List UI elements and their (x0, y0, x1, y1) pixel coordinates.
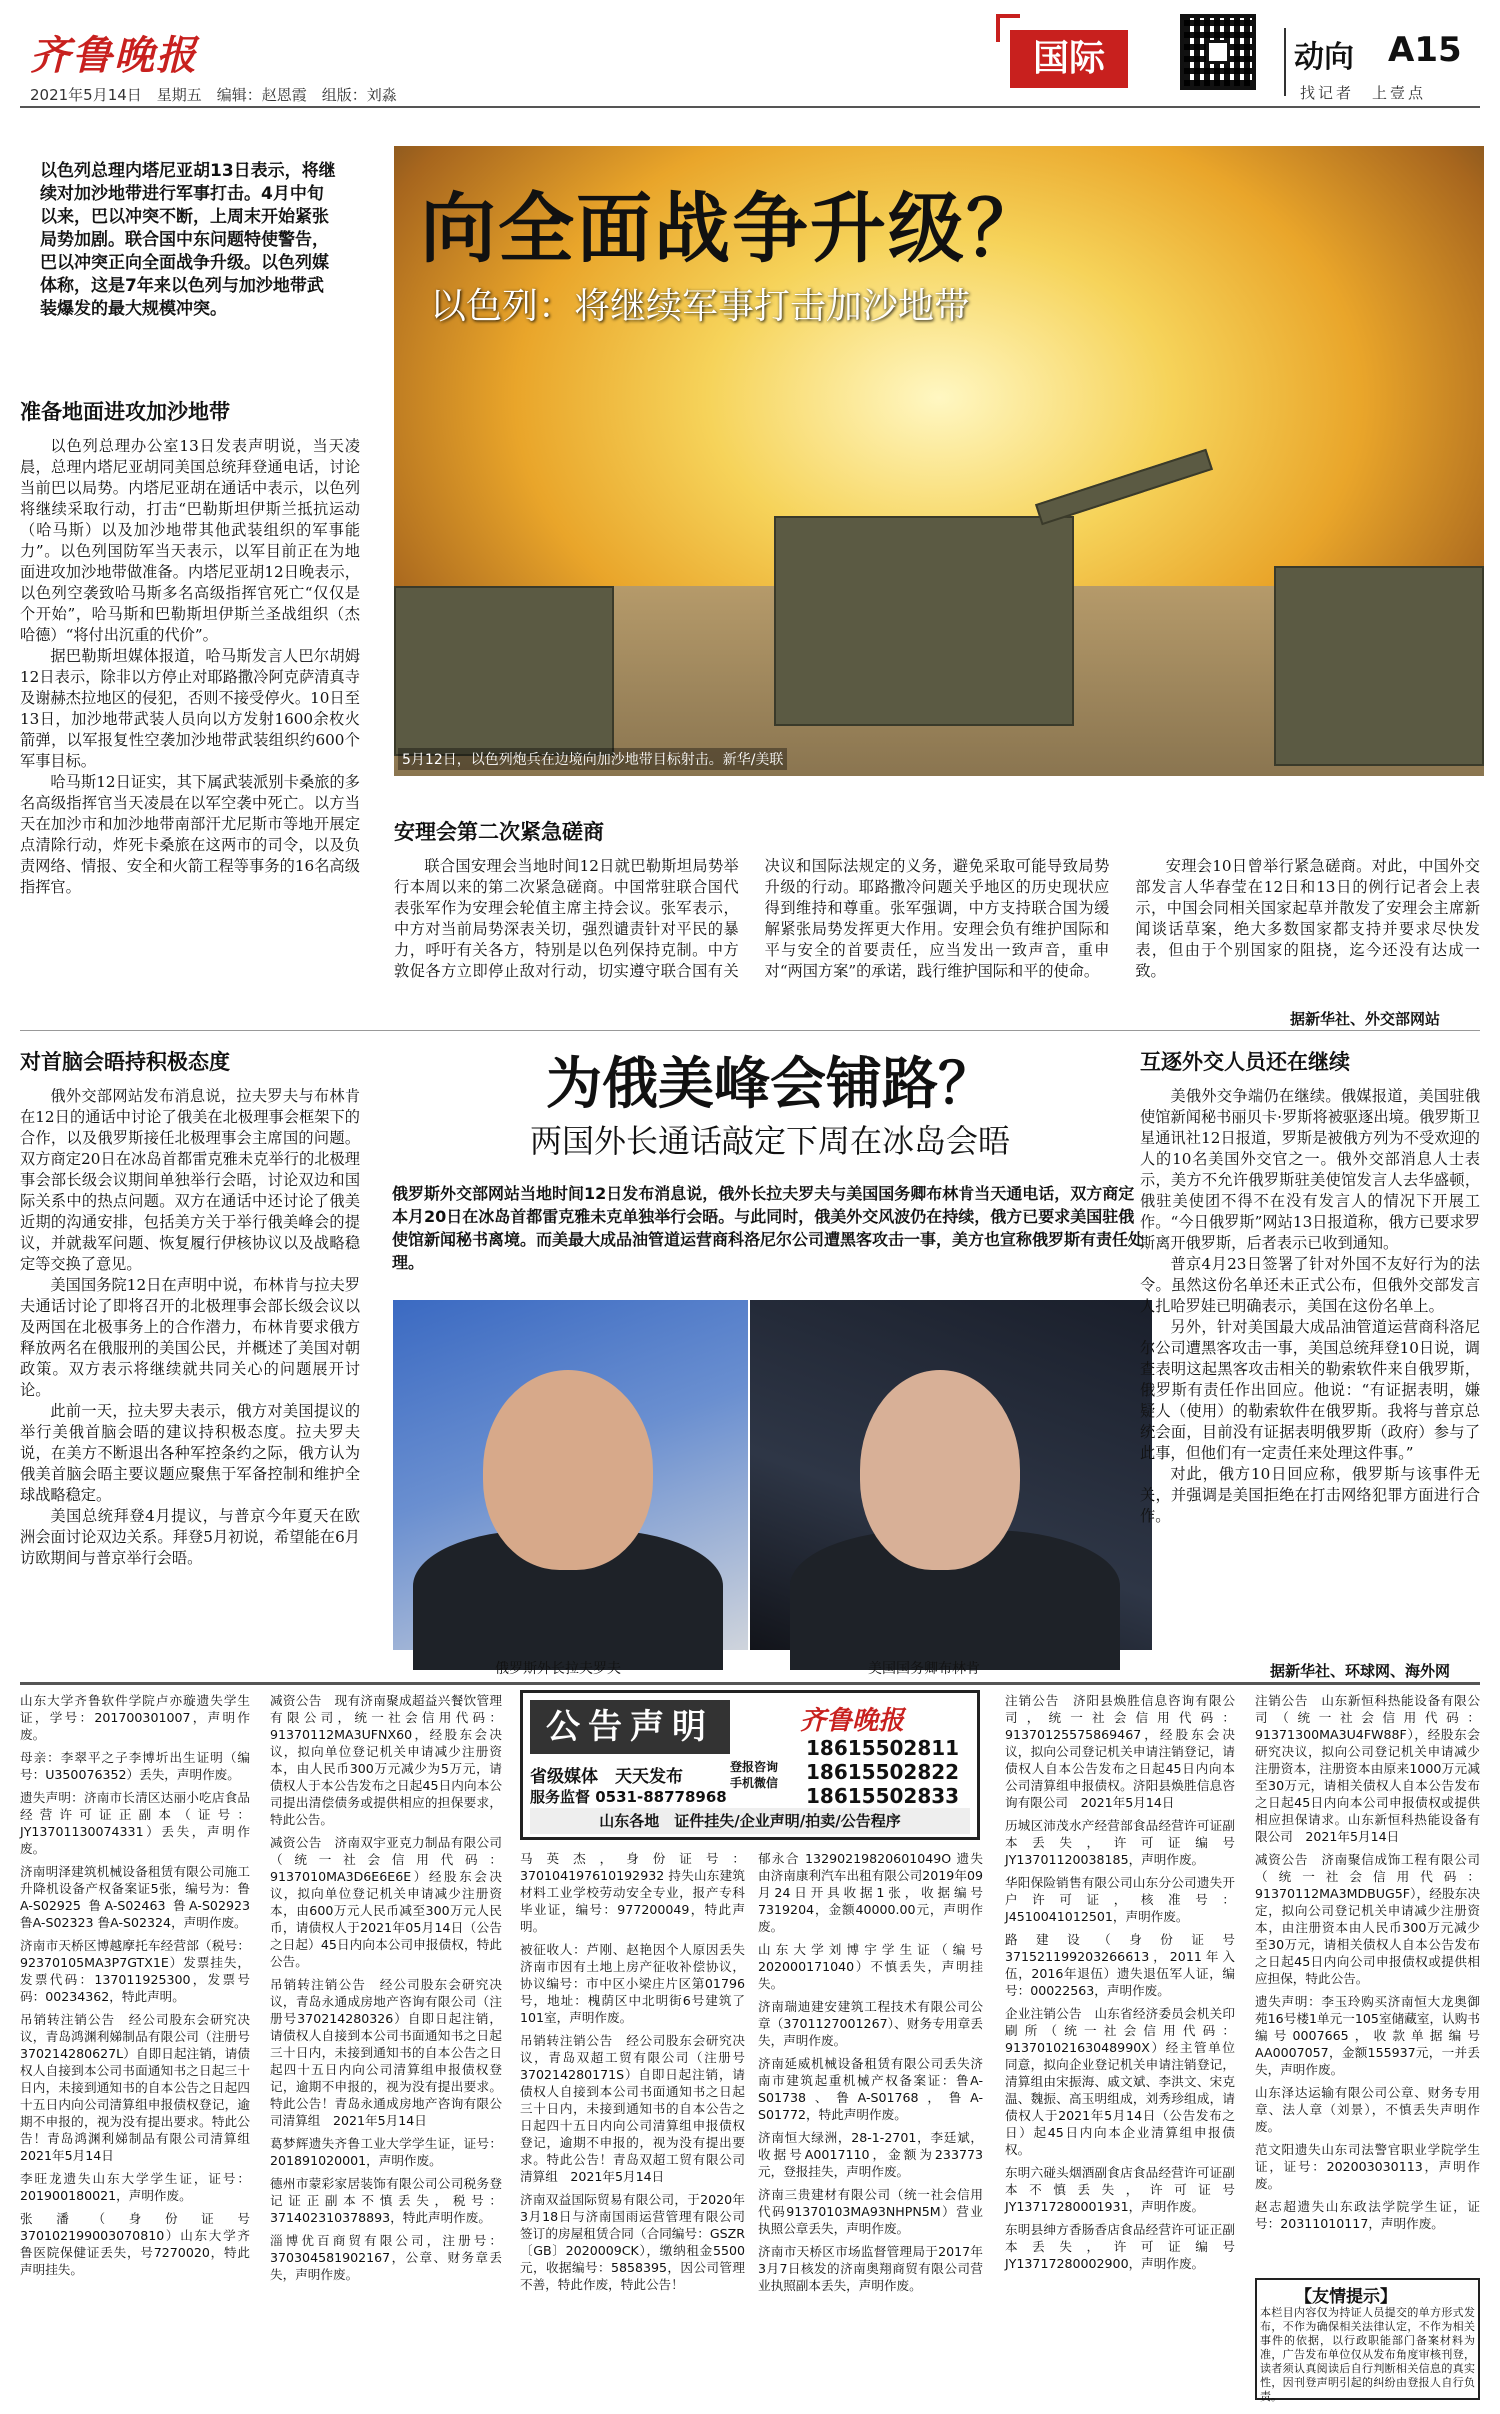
page-editor: 找记者 上壹点 (1300, 84, 1427, 102)
lavrov-photo (393, 1300, 748, 1650)
ads-column-1 (20, 1692, 263, 2402)
ad-item: 山东大学刘博宇学生证（编号202000171040）不慎丢失，声明挂失。 (758, 1942, 983, 1991)
photo-artillery-right (1274, 566, 1484, 766)
story1-paragraph-4: 联合国安理会当地时间12日就巴勒斯坦局势举行本周以来的第二次紧急磋商。中国常驻联合国代表张军作为安理会轮值主席主持会议。张军表示，中方对当前局势深表关切，强烈谴责针对平民的暴力，呼吁有关各方，特别是以色列保持克制。中方敦促各方立即停止敌对行动，切实遵守联合国有关决议和国际法规定的义务，避免采取可能导致局势升级的行动。耶路撒冷问题关乎地区的历史现状应得到维持和尊重。张军强调，中方支持联合国为缓解紧张局势发挥更大作用。安理会负有维护国际和平与安全的首要责任，应当发出一致声音，重申对“两国方案”的承诺，践行维护国际和平的使命。 (394, 857, 1110, 980)
ad-item: 山东泽达运输有限公司公章、财务专用章、法人章（刘景），不慎丢失声明作废。 (1255, 2085, 1480, 2134)
page-section: 动向 (1294, 40, 1354, 75)
story1-photo-caption: 5月12日，以色列炮兵在边境向加沙地带目标射击。新华/美联 (398, 748, 787, 770)
story1-subhead-1: 准备地面进攻加沙地带 (20, 400, 230, 424)
story2-credit: 据新华社、环球网、海外网 (1270, 1662, 1451, 1680)
ad-item: 济南三贵建材有限公司（统一社会信用代码91370103MA93NHPN5M）营业执照公章丢失，声明作废。 (758, 2187, 983, 2236)
story2-column-right (1140, 1086, 1480, 1527)
story2-deck: 两国外长通话敲定下周在冰岛会晤 (529, 1122, 1010, 1160)
story1-paragraph-2: 据巴勒斯坦媒体报道，哈马斯发言人巴尔胡姆12日表示，除非以方停止对耶路撒冷阿克萨清真寺及谢赫杰拉地区的侵犯，否则不接受停火。10日至13日，加沙地带武装人员向以方发射1600余枚火箭弹，以军报复性空袭加沙地带武装组织约600个军事目标。 (20, 647, 360, 770)
story1-paragraph-3: 哈马斯12日证实，其下属武装派别卡桑旅的多名高级指挥官当天凌晨在以军空袭中死亡。以方当天在加沙市和加沙地带南部汗尤尼斯市等地开展定点清除行动，炸死卡桑旅在这两市的司令，以及负责网络、情报、安全和火箭工程等事务的16名高级指挥官。 (20, 773, 360, 896)
ad-item: 赵志超遗失山东政法学院学生证，证号：20311010117，声明作废。 (1255, 2199, 1480, 2231)
story1-paragraph-5: 安理会10日曾举行紧急磋商。对此，中国外交部发言人华春莹在12日和13日的例行记者会上表示，中国会同相关国家起草并散发了安理会主席新闻谈话草案，绝大多数国家都支持并要求尽快发表，但由于个别国家的阻挠，迄今还没有达成一致。 (1135, 857, 1480, 980)
lavrov-caption: 俄罗斯外长拉夫罗夫 (495, 1661, 621, 1677)
announcement-logo: 齐鲁晚报 (800, 1706, 905, 1736)
photo-artillery-left (394, 586, 614, 756)
ad-item: 淄博优百商贸有限公司，注册号：370304581902167，公章、财务章丢失，声明作废。 (270, 2233, 502, 2282)
ad-item: 东明县绅方香肠香店食品经营许可证正副本丢失，许可证编号JY13717280002900，声明作废。 (1005, 2222, 1235, 2271)
ad-item: 吊销转注销公告 经公司股东会研究决议，青岛鸿渊利娣制品有限公司（注册号370214280627L）自即日起注销，请债权人自接到本公司书面通知书之日起三十日内，未接到通知书的自本公告之日起四十五日内向公司清算组申报债权登记，逾期不申报的，视为没有提出要求。特此公告！青岛鸿渊利娣制品有限公司清算组 2021年5月14日 (20, 2012, 263, 2163)
announcement-phone-1: 18615502811 (806, 1736, 960, 1760)
story2-subhead-2: 互逐外交人员还在继续 (1140, 1050, 1350, 1074)
ad-item: 济南市天桥区市场监督管理局于2017年3月7日核发的济南奥翔商贸有限公司营业执照副本丢失，声明作废。 (758, 2244, 983, 2293)
announcement-phone-2: 18615502822 (806, 1760, 960, 1784)
blinken-caption: 美国国务卿布林肯 (868, 1661, 980, 1677)
photo-artillery-center (774, 516, 1074, 726)
story2-paragraph-5: 美俄外交争端仍在继续。俄媒报道，美国驻俄使馆新闻秘书丽贝卡·罗斯将被驱逐出境。俄罗斯卫星通讯社12日报道，罗斯是被俄方列为不受欢迎的人的10名美国外交官之一。俄外交部消息人士表示，美方不允许俄罗斯驻美使馆发言人去华盛顿，俄驻美使团不得不在没有发言人的情况下开展工作。“今日俄罗斯”网站13日报道称，俄方已要求罗斯离开俄罗斯，后者表示已收到通知。 (1140, 1087, 1480, 1252)
story1-paragraph-1: 以色列总理办公室13日发表声明说，当天凌晨，总理内塔尼亚胡同美国总统拜登通电话，讨论当前巴以局势。内塔尼亚胡在通话中表示，以色列将继续采取行动，打击“巴勒斯坦伊斯兰抵抗运动（哈马斯）以及加沙地带其他武装组织的军事能力”。以色列国防军当天表示，以军目前正在为地面进攻加沙地带做准备。内塔尼亚胡12日晚表示，以色列空袭致哈马斯多名高级指挥官死亡“仅仅是个开始”，哈马斯和巴勒斯坦伊斯兰圣战组织（杰哈德）“将付出沉重的代价”。 (20, 437, 360, 644)
story2-column-left (20, 1086, 360, 1569)
ad-item: 华阳保险销售有限公司山东分公司遗失开户许可证，核准号：J4510041012501，声明作废。 (1005, 1875, 1235, 1924)
story2-paragraph-6: 普京4月23日签署了针对外国不友好行为的法令。虽然这份名单还未正式公布，但俄外交部发言人扎哈罗娃已明确表示，美国在这份名单上。 (1140, 1255, 1480, 1315)
ad-item: 郁永合 13290219820601049O 遗失由济南康利汽车出租有限公司2019年09月24日开具收据1张，收据编号7319204，金额40000.00元，声明作废。 (758, 1851, 983, 1934)
ad-item: 减资公告 济南双宇亚克力制品有限公司（统一社会信用代码：9137010MA3D6E6E6E）经股东会决议，拟向单位登记机关申请减少注册资本，由600万元人民币减至300万元人民币，请债权人于2021年05月14日（公告之日起）45日内向本公司申报债权，特此公告。 (270, 1835, 502, 1969)
story2-paragraph-4: 美国总统拜登4月提议，与普京今年夏天在欧洲会面讨论双边关系。拜登5月初说，希望能在6月访欧期间与普京举行会晤。 (20, 1507, 360, 1567)
photo-face-left (483, 1370, 653, 1570)
ads-column-6 (1255, 1692, 1480, 2272)
ads-column-5 (1005, 1692, 1235, 2402)
ad-item: 山东大学齐鲁软件学院卢亦璇遗失学生证，学号：201700301007，声明作废。 (20, 1693, 250, 1742)
ad-item: 济南恒大绿洲，28-1-2701，李廷斌，收据号A0017110，金额为233773元，登报挂失，声明作废。 (758, 2130, 983, 2179)
notice-text: 本栏目内容仅为持证人员提交的单方形式发布，不作为确保相关法律认定，不作为相关事件的依据，以行政职能部门备案材料为准，广告发布单位仅从发布角度审核刊登，读者须认真阅读后自行判断相关信息的真实性，因刊登声明引起的纠纷由登报人自行负责。 (1260, 2306, 1475, 2403)
ad-item: 马英杰，身份证号：370104197610192932 持失山东建筑材料工业学校劳动安全专业，报产专科毕业证，编号：977200049，特此声明。 (520, 1851, 745, 1934)
announcement-services-bar: 山东各地 证件挂失/企业声明/拍卖/公告程序 (530, 1808, 970, 1834)
story1-intro: 以色列总理内塔尼亚胡13日表示，将继续对加沙地带进行军事打击。4月中旬以来，巴以冲突不断，上周末开始紧张局势加剧。联合国中东问题特使警告，巴以冲突正向全面战争升级。以色列媒体称，这是7年来以色列与加沙地带武装爆发的最大规模冲突。 (40, 161, 336, 319)
announcement-phone-3: 18615502833 (806, 1784, 960, 1808)
photo-artillery-barrel (1035, 449, 1213, 526)
story2-paragraph-2: 美国国务院12日在声明中说，布林肯与拉夫罗夫通话讨论了即将召开的北极理事会部长级会议以及两国在北极事务上的合作潜力，布林肯要求俄方释放两名在俄服刑的美国公民，并概述了美国对朝政策。双方表示将继续就共同关心的问题展开讨论。 (20, 1276, 360, 1399)
ad-item: 路建设（身份证号371521199203266613，2011年入伍，2016年退伍）遗失退伍军人证，编号：0002256​3，声明作废。 (1005, 1932, 1235, 1998)
story1-subhead-2: 安理会第二次紧急磋商 (394, 820, 604, 844)
ad-item: 注销公告 山东新恒科热能设备有限公司（统一社会信用代码：91371300MA3U4FW88F），经股东会研究决议，拟向公司登记机关申请减少注册资本，注册资本由原来1000万元减至30万元，请相关债权人自本公告发布之日起45日内向本公司申报债权或提供相应担保请求。山东新恒科热能设备有限公司 2021年5月14日 (1255, 1693, 1480, 1844)
ad-item: 遗失声明：济南市长清区达丽小吃店食品经营许可证正副本（证号：JY13701130074331）丢失，声明作废。 (20, 1790, 250, 1856)
ads-column-2 (270, 1692, 502, 2402)
story2-paragraph-3: 此前一天，拉夫罗夫表示，俄方对美国提议的举行美俄首脑会晤的建议持积极态度。拉夫罗夫说，在美方不断退出各种军控条约之际，俄方认为俄美首脑会晤主要议题应聚焦于军备控制和维护全球战略稳定。 (20, 1402, 360, 1504)
ads-column-3 (520, 1850, 745, 2405)
story1-deck: 以色列：将继续军事打击加沙地带 (430, 286, 971, 327)
story2-headline: 为俄美峰会铺路？ (546, 1052, 994, 1117)
ad-item: 济南延威机械设备租赁有限公司丢失济南市建筑起重机械产权备案证：鲁A-S01738、鲁A-S01768，鲁A-S01772，特此声明作废。 (758, 2056, 983, 2122)
story1-headline: 向全面战争升级？ (420, 184, 1044, 273)
story2-subhead-1: 对首脑会晤持积极态度 (20, 1050, 230, 1074)
ad-item: 济南双益国际贸易有限公司，于2020年3月18日与济南国雨运营管理有限公司签订的房屋租赁合同（合同编号：GSZR〔GB〕2020009CK），缴纳租金5500元，收据编号：5858395，因公司管理不善，特此作废，特此公告！ (520, 2192, 745, 2292)
ad-item: 李旺龙遗失山东大学学生证，证号：201900180021，声明作废。 (20, 2171, 250, 2203)
announcement-contact-label: 登报咨询 (730, 1760, 779, 1774)
newspaper-logo: 齐鲁晚报 (30, 32, 198, 79)
story1-column-1 (20, 436, 360, 898)
story1-credit: 据新华社、外交部网站 (1290, 1010, 1441, 1028)
ad-item: 张潘（身份证号370102199003070810）山东大学齐鲁医院保健证丢失，号7270020，特此声明挂失。 (20, 2211, 250, 2277)
ad-item: 历城区沛茂水产经营部食品经营许可证副本丢失，许可证编号JY13701120038185，声明作废。 (1005, 1818, 1235, 1867)
masthead-divider (1284, 28, 1286, 96)
story1-columns-2 (394, 856, 1480, 1006)
announcement-service: 服务监督 0531-88778968 (530, 1788, 727, 1806)
ad-item: 济南瑞迪建安建筑工程技术有限公司公章（370112700126​7）、财务专用章丢失，声明作废。 (758, 1999, 983, 2048)
qr-center-mark (1206, 40, 1230, 64)
story-divider (20, 1030, 1480, 1031)
masthead-rule (20, 106, 1480, 108)
ads-rule (20, 1682, 1480, 1685)
page-number: A15 (1388, 30, 1462, 70)
ad-item: 母亲：李翠平之子李博圻出生证明（编号：U350076352）丢失，声明作废。 (20, 1750, 250, 1782)
story2-paragraph-7: 另外，针对美国最大成品油管道运营商科洛尼尔公司遭黑客攻击一事，美国总统拜登10日说，调查表明这起黑客攻击相关的勒索软件来自俄罗斯，俄罗斯有责任作出回应。他说：“有证据表明，嫌疑人（使用）的勒索软件在俄罗斯。我将与普京总统会面，目前没有证据表明俄罗斯（政府）参与了此事，但他们有一定责任来处理这件事。” (1140, 1318, 1480, 1462)
ad-item: 吊销转注销公告 经公司股东会研究决议，青岛永通成房地产咨询有限公司（注册号370214280326）自即日起注销，请债权人自接到本公司书面通知书之日起三十日内，未接到通知书的自本公告之日起四十五日内向公司清算组申报债权登记，逾期不申报的，视为没有提出要求。特此公告！青岛永通成房地产咨询有限公司清算组 2021年5月14日 (270, 1977, 502, 2128)
story2-paragraph-1: 俄外交部网站发布消息说，拉夫罗夫与布林肯在12日的通话中讨论了俄美在北极理事会框架下的合作，以及俄罗斯接任北极理事会主席国的问题。双方商定20日在冰岛首都雷克雅未克举行的北极理事会部长级会议期间单独举行会晤，讨论双边和国际关系中的热点问题。双方在通话中还讨论了俄美近期的沟通安排，包括美方关于举行俄美峰会的提议，并就裁军问题、恢复履行伊核协议以及战略稳定等交换了意见。 (20, 1087, 360, 1273)
ad-item: 减资公告 现有济南聚成超益兴餐饮管理有限公司，统一社会信用代码：91370112MA3UFNX60，经股东会决议，拟向单位登记机关申请减少注册资本，由人民币300万元减少为5万元，请债权人于本公告发布之日起45日内向本公司提出清偿债务或提供相应的担保要求，特此公告。 (270, 1693, 502, 1827)
story2-paragraph-8: 对此，俄方10日回应称，俄罗斯与该事件无关，并强调是美国拒绝在打击网络犯罪方面进行合作。 (1140, 1465, 1480, 1525)
notice-title: 【友情提示】 (1295, 2287, 1397, 2307)
dateline: 2021年5月14日 星期五 编辑：赵恩霞 组版：刘淼 (30, 86, 397, 104)
ad-item: 遗失声明：李玉玲购买济南恒大龙奥御苑16号楼1单元一105室储藏室，认购书编号0007665，收款单据编号AA0007057，金额155937元，一并丢失，声明作废。 (1255, 1994, 1480, 2077)
ad-item: 被征收人：芦刚、赵艳因个人原因丢失济南市因有土地上房产征收补偿协议，协议编号：市中区小梁庄片区第01796号，地址：槐荫区中北明街6号建筑了101室，声明作废。 (520, 1942, 745, 2025)
section-tag: 国际 (1010, 30, 1128, 88)
ad-item: 济南明泽建筑机械设备租赁有限公司施工升降机设备产权备案证5张，编号为：鲁A-S02925 鲁A-S02463 鲁A-S02923 鲁A-S02323 鲁A-S02324，声明作废。 (20, 1864, 250, 1930)
announcement-wechat-label: 手机微信 (730, 1776, 779, 1790)
ad-item: 范文阳遗失山东司法警官职业学院学生证，证号：202003030113，声明作废。 (1255, 2142, 1480, 2191)
story2-lede: 俄罗斯外交部网站当地时间12日发布消息说，俄外长拉夫罗夫与美国国务卿布林肯当天通电话，双方商定本月20日在冰岛首都雷克雅未克单独举行会晤。与此同时，俄美外交风波仍在持续，俄方已要求美国驻俄使馆新闻秘书离境。而美最大成品油管道运营商科洛尼尔公司遭黑客攻击一事，美方也宣称俄罗斯有责任处理。 (392, 1184, 1145, 1272)
ad-item: 济南市天桥区博越摩托车经营部（税号：92370105MA3P7GTX1E）发票挂失，发票代码：137011925300，发票号码：00234362，特此声明。 (20, 1938, 250, 2004)
ad-item: 东明六碰头烟酒副食店食品经营许可证副本不慎丢失，许可证号JY13717280001931，声明作废。 (1005, 2165, 1235, 2214)
ad-item: 德州市蒙彩家居装饰有限公司公司税务登记证正副本不慎丢失，税号：371402310378893，特此声明作废。 (270, 2176, 502, 2225)
photo-face-right (860, 1370, 1020, 1570)
ad-item: 减资公告 济南聚信成饰工程有限公司（统一社会信用代码：91370112MA3MDBUG5F），经股东决定，拟向公司登记机关申请减少注册资本，由注册资本由人民币300万元减少至30万元，请相关债权人自本公告发布之日起45日内向公司申报债权或提供相应担保，特此公告。 (1255, 1852, 1480, 1986)
ad-item: 企业注销公告 山东省经济委员会机关印刷所（统一社会信用代码：91370102163048990X）经主管单位同意，拟向企业登记机关申请注销登记，清算组由宋振海、戚文斌、李洪文、宋克温、魏振、高玉明组成，刘秀珍组成，请债权人于2021年5月14日（公告发布之日）起45日内向本企业清算组申报债权。 (1005, 2006, 1235, 2157)
ads-column-4 (758, 1850, 983, 2405)
ad-item: 注销公告 济阳县焕胜信息咨询有限公司，统一社会信用代码：91370125575869467，经股东会决议，拟向公司登记机关申请注销登记，请债权人自本公告发布之日起45日内向本公司清算组申报债权。济阳县焕胜信息咨询有限公司 2021年5月14日 (1005, 1693, 1235, 1810)
blinken-photo (750, 1300, 1152, 1650)
ad-item: 葛梦辉遗失齐鲁工业大学学生证，证号：201891020001，声明作废。 (270, 2136, 502, 2168)
announcement-title: 公告声明 (530, 1700, 730, 1754)
announcement-slogan: 省级媒体 天天发布 (530, 1767, 683, 1787)
ad-item: 吊销转注销公告 经公司股东会研究决议，青岛双超工贸有限公司（注册号370214280171S）自即日起注销，请债权人自接到本公司书面通知书之日起三十日内，未接到通知书的自本公告之日起四十五日内向公司清算组申报债权登记，逾期不申报的，视为没有提出要求。特此公告！青岛双超工贸有限公司清算组 2021年5月14日 (520, 2033, 745, 2184)
